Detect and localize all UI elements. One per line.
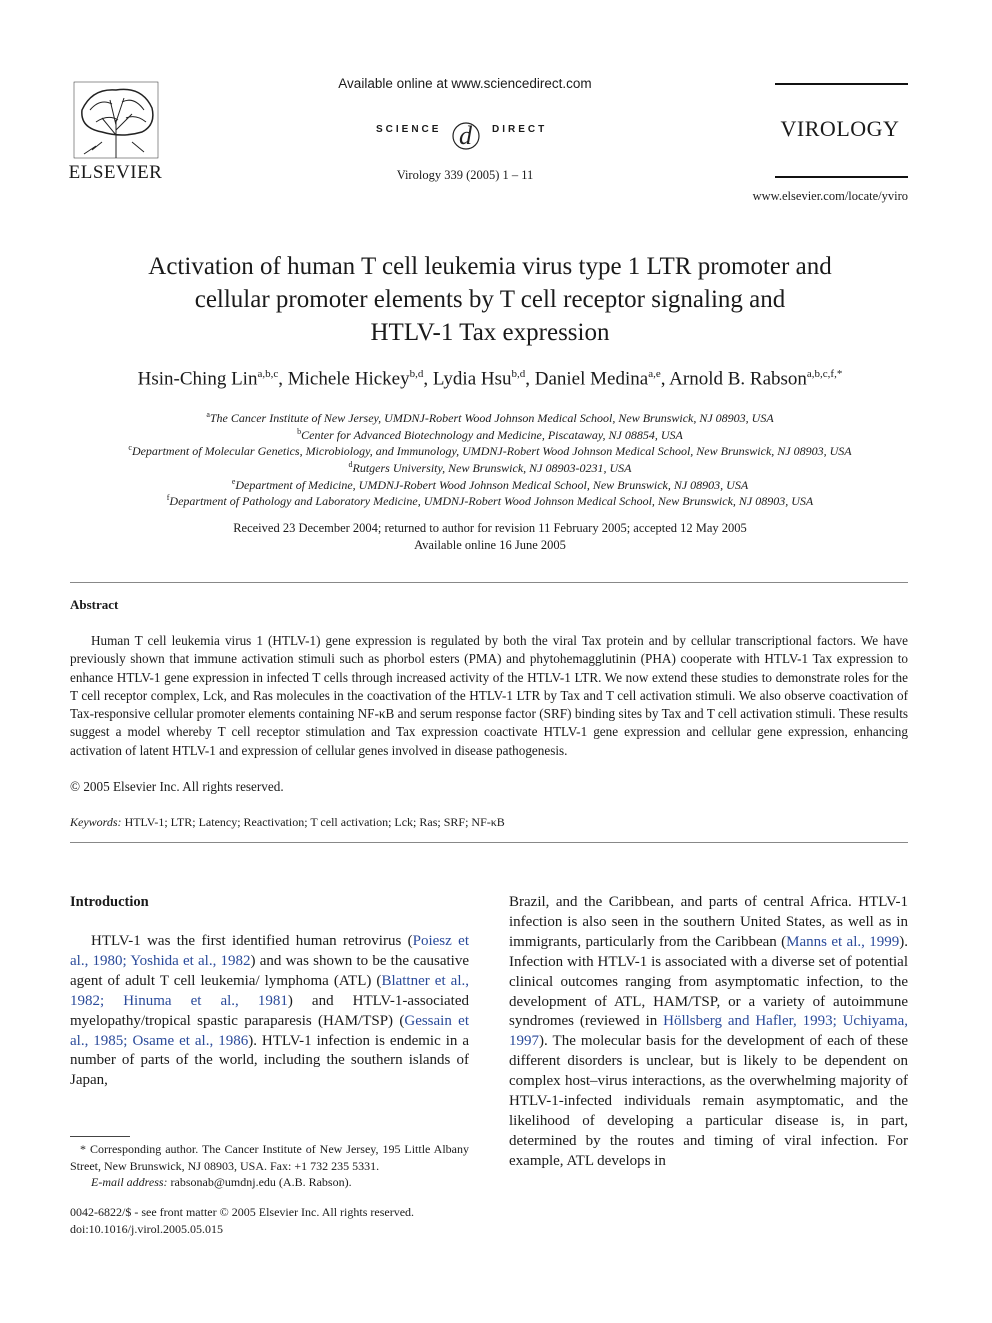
elsevier-tree-icon	[72, 80, 160, 160]
affiliation-sup: e	[231, 477, 236, 486]
author-name[interactable]: Hsin-Ching Lin	[137, 368, 258, 390]
title-line: HTLV-1 Tax expression	[370, 319, 610, 346]
citation-link[interactable]: Manns et al., 1999	[786, 933, 900, 950]
author-sup: b,d	[409, 368, 424, 380]
abstract-copyright: © 2005 Elsevier Inc. All rights reserved.	[70, 779, 284, 794]
intro-paragraph	[509, 893, 908, 1172]
text-run: ). The molecular basis for the development of each of these different disorders is unclear, but is likely to be dependent on complex host–virus interactions, as the overwhelming majority of HTLV-1-infected individuals remain asymptomatic, and the likelihood of developing a particular disease is, in part, determined by the routes and timing of viral infection. For example, ATL develops in	[509, 1033, 908, 1169]
author-name[interactable]: Arnold B. Rabson	[669, 368, 807, 390]
affiliation-text: Department of Medicine, UMDNJ-Robert Wood Johnson Medical School, New Brunswick, NJ 08903, USA	[235, 478, 749, 492]
text-run: ) and was shown to be the causative agent of adult T cell leukemia/ lymphoma (ATL) (	[70, 952, 469, 989]
header-rule-bottom	[775, 176, 908, 178]
affiliation-text: Center for Advanced Biotechnology and Medicine, Piscataway, NJ 08854, USA	[301, 428, 683, 442]
affiliation	[60, 410, 920, 426]
affiliation	[60, 427, 920, 443]
title-line: Activation of human T cell leukemia virus type 1 LTR promoter and	[148, 253, 832, 280]
text-run: Brazil, and the Caribbean, and parts of central Africa. HTLV-1 infection is also seen in the southern United States, as well as in immigrants, particularly from the Caribbean (	[509, 894, 908, 950]
affiliation	[60, 460, 920, 476]
publisher-wordmark: ELSEVIER	[68, 162, 163, 183]
author-sup: a,b,c	[257, 368, 279, 380]
author-sep: ,	[423, 368, 433, 390]
author-name[interactable]: Daniel Medina	[534, 368, 649, 390]
author-sep: ,	[525, 368, 535, 390]
affiliation-text: Department of Pathology and Laboratory Medicine, UMDNJ-Robert Wood Johnson Medical School, New Brunswick, NJ 08903, USA	[169, 494, 814, 508]
citation-link[interactable]: Höllsberg and Hafler, 1993; Uchiyama, 1997	[509, 1013, 908, 1050]
intro-paragraph	[70, 932, 469, 1091]
intro-column-right	[509, 893, 908, 1172]
text-run: ). Infection with HTLV-1 is associated with a diverse set of potential clinical outcomes ranging from asymptomatic infection, to the development of ATL, HAM/TSP, or a variety of autoimmune syndromes (reviewed in	[509, 933, 908, 1030]
keywords-label: Keywords:	[70, 815, 122, 829]
abstract-heading: Abstract	[70, 597, 119, 612]
footnote-email	[70, 1174, 469, 1191]
sciencedirect-logo	[330, 114, 600, 154]
affiliation	[60, 493, 920, 509]
section-heading-introduction: Introduction	[70, 894, 149, 910]
citation-link[interactable]: Gessain et al., 1985; Osame et al., 1986	[70, 1012, 469, 1049]
sd-mark-icon	[448, 114, 488, 154]
text-run: ) and HTLV-1-associated myelopathy/tropical spastic paraparesis (HAM/TSP) (	[70, 992, 469, 1029]
abstract-body	[70, 632, 908, 760]
author-name[interactable]: Michele Hickey	[287, 368, 410, 390]
sd-mark-letter: d	[459, 121, 472, 150]
journal-name: VIROLOGY	[780, 116, 900, 141]
sd-direct-text: DIRECT	[492, 124, 548, 135]
affiliation	[60, 443, 920, 459]
intro-column-left	[70, 932, 469, 1091]
affiliation-text: Rutgers University, New Brunswick, NJ 08903-0231, USA	[352, 461, 632, 475]
text-run: HTLV-1 was the first identified human retrovirus (	[91, 933, 413, 949]
citation-link[interactable]: Blattner et al., 1982; Hinuma et al., 1981	[70, 972, 470, 1009]
affiliation	[60, 477, 920, 493]
journal-url-link[interactable]: www.elsevier.com/locate/yviro	[752, 189, 908, 203]
affiliation-sup: a	[206, 410, 210, 419]
received-dates: Received 23 December 2004; returned to author for revision 11 February 2005; accepted 12 May 2005	[233, 521, 747, 535]
author-sup: a,e	[648, 368, 661, 380]
affiliation-sup: c	[128, 443, 132, 452]
elsevier-logo	[68, 80, 163, 185]
affiliation-text: Department of Molecular Genetics, Microbiology, and Immunology, UMDNJ-Robert Wood Johnson Medical School, New Brunswick, NJ 08903, USA	[131, 444, 852, 458]
divider	[70, 582, 908, 583]
divider	[70, 842, 908, 843]
affiliation-sup: f	[166, 493, 170, 502]
citation-link[interactable]: Poiesz et al., 1980; Yoshida et al., 1982	[70, 933, 469, 969]
journal-citation: Virology 339 (2005) 1 – 11	[396, 168, 534, 182]
author-sep: ,	[660, 368, 670, 390]
footnote-corresponding: * Corresponding author. The Cancer Institute of New Jersey, 195 Little Albany Street, New Brunswick, NJ 08903, USA. Fax: +1 732 235 5331.	[70, 1142, 469, 1173]
author-list	[60, 368, 920, 390]
doi-link[interactable]: doi:10.1016/j.virol.2005.05.015	[70, 1222, 223, 1236]
author-name[interactable]: Lydia Hsu	[432, 368, 512, 390]
keywords-list: HTLV-1; LTR; Latency; Reactivation; T cell activation; Lck; Ras; SRF; NF-κB	[124, 815, 505, 829]
email-link[interactable]: rabsonab@umdnj.edu (A.B. Rabson).	[170, 1175, 352, 1189]
title-line: cellular promoter elements by T cell receptor signaling and	[194, 286, 786, 313]
abstract-text: Human T cell leukemia virus 1 (HTLV-1) gene expression is regulated by both the viral Tax protein and by cellular transcriptional factors. We have previously shown that immune activation stimuli such as phorbol esters (PMA) and phytohemagglutinin (PHA) cooperate with HTLV-1 Tax expression to enhance HTLV-1 gene expression in infected T cells through increased activity of the HTLV-1 LTR. We now extend these studies to demonstrate roles for the T cell receptor complex, Lck, and Ras molecules in the coactivation of the HTLV-1 LTR by Tax and T cell activation stimuli. We also observe coactivation of Tax-responsive cellular promoter elements containing NF-κB and serum response factor (SRF) binding sites by Tax and T cell activation stimuli. These results suggest a model whereby T cell receptor stimulation and Tax expression coactivate HTLV-1 gene expression and cellular gene expression, enhancing activation of latent HTLV-1 and expression of cellular genes involved in disease pathogenesis.	[70, 633, 908, 758]
text-run: ). HTLV-1 infection is endemic in a number of parts of the world, including the southern islands of Japan,	[70, 1032, 470, 1089]
article-title	[70, 250, 910, 349]
available-online-date: Available online 16 June 2005	[414, 538, 566, 552]
affiliation-text: The Cancer Institute of New Jersey, UMDNJ-Robert Wood Johnson Medical School, New Brunswick, NJ 08903, USA	[209, 411, 774, 425]
affiliation-sup: b	[297, 427, 302, 436]
author-sep: ,	[278, 368, 288, 390]
footnote-rule	[70, 1136, 130, 1137]
available-online-text: Available online at www.sciencedirect.com	[338, 76, 592, 91]
issn-line: 0042-6822/$ - see front matter © 2005 Elsevier Inc. All rights reserved.	[70, 1205, 415, 1219]
corresponding-author-footnote	[70, 1141, 469, 1191]
email-label: E-mail address:	[91, 1175, 168, 1189]
author-sup: a,b,c,f,*	[806, 368, 843, 380]
keywords	[70, 815, 908, 830]
author-sup: b,d	[511, 368, 526, 380]
issn-doi	[70, 1204, 490, 1238]
header-rule-top	[775, 83, 908, 85]
affiliation-sup: d	[348, 460, 353, 469]
sd-science-text: SCIENCE	[376, 124, 442, 135]
